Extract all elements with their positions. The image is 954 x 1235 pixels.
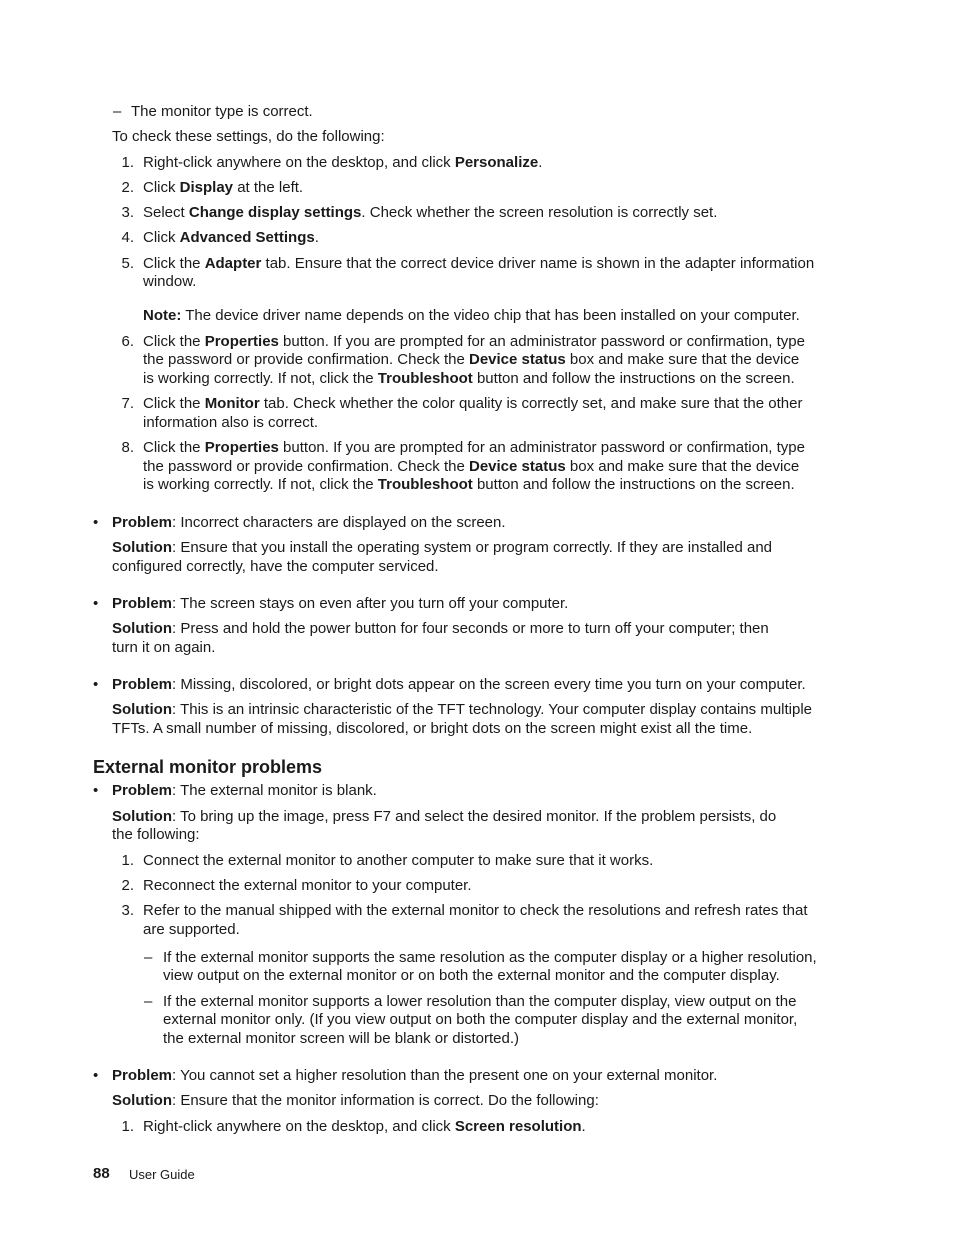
step-text: Select Change display settings. Check whether the screen resolution is correctly set.	[143, 204, 718, 221]
solution-text: Solution: Ensure that the monitor information is correct. Do the following:	[112, 1092, 599, 1109]
subdash-text-continued: view output on the external monitor or on both the external monitor and the computer display.	[163, 967, 780, 984]
step-number: 7.	[121, 395, 134, 412]
step-text: Click the Adapter tab. Ensure that the correct device driver name is shown in the adapter information	[143, 255, 815, 272]
bullet-marker: •	[93, 782, 99, 799]
step-text: Click Advanced Settings.	[143, 229, 319, 246]
bullet-marker: •	[93, 595, 99, 612]
step-text-continued: the password or provide confirmation. Check the Device status box and make sure that the device	[143, 351, 800, 368]
step-number: 1.	[121, 1118, 134, 1135]
step-text-continued: is working correctly. If not, click the Troubleshoot button and follow the instructions on the screen.	[143, 370, 795, 387]
step-number: 3.	[121, 902, 134, 919]
step-text: Click the Monitor tab. Check whether the color quality is correctly set, and make sure that the other	[143, 395, 803, 412]
solution-text-continued: the following:	[112, 826, 200, 843]
dash-item-text: The monitor type is correct.	[131, 103, 313, 120]
step-text: Right-click anywhere on the desktop, and click Personalize.	[143, 154, 543, 171]
problem-text: Problem: You cannot set a higher resolution than the present one on your external monitor.	[112, 1067, 718, 1084]
step-text: Click the Properties button. If you are prompted for an administrator password or confirmation, type	[143, 439, 805, 456]
intro-text: To check these settings, do the following:	[112, 128, 385, 145]
step-text: Right-click anywhere on the desktop, and click Screen resolution.	[143, 1118, 586, 1135]
step-text: Refer to the manual shipped with the external monitor to check the resolutions and refresh rates that	[143, 902, 808, 919]
footer-label: User Guide	[129, 1167, 195, 1182]
step-number: 8.	[121, 439, 134, 456]
step-text-continued: the password or provide confirmation. Check the Device status box and make sure that the device	[143, 458, 800, 475]
dash-marker: –	[144, 949, 153, 966]
bullet-marker: •	[93, 1067, 99, 1084]
solution-text: Solution: To bring up the image, press F7 and select the desired monitor. If the problem persists, do	[112, 808, 777, 825]
step-text-continued: window.	[143, 273, 197, 290]
bullet-marker: •	[93, 676, 99, 693]
solution-text: Solution: This is an intrinsic characteristic of the TFT technology. Your computer display contains multiple	[112, 701, 813, 718]
bullet-marker: •	[93, 514, 99, 531]
problem-text: Problem: The external monitor is blank.	[112, 782, 377, 799]
step-number: 2.	[121, 877, 134, 894]
subdash-text-continued: external monitor only. (If you view output on both the computer display and the external monitor,	[163, 1011, 798, 1028]
dash-marker: –	[113, 103, 122, 120]
solution-text-continued: turn it on again.	[112, 639, 216, 656]
section-heading: External monitor problems	[93, 757, 323, 777]
step-number: 5.	[121, 255, 134, 272]
solution-text: Solution: Press and hold the power button for four seconds or more to turn off your computer; then	[112, 620, 769, 637]
step-number: 2.	[121, 179, 134, 196]
step-text-continued: are supported.	[143, 921, 240, 938]
solution-text: Solution: Ensure that you install the operating system or program correctly. If they are installed and	[112, 539, 773, 556]
page-number: 88	[93, 1165, 110, 1182]
step-text-continued: is working correctly. If not, click the Troubleshoot button and follow the instructions on the screen.	[143, 476, 795, 493]
note: Note: The device driver name depends on the video chip that has been installed on your computer.	[143, 307, 800, 324]
step-text: Connect the external monitor to another computer to make sure that it works.	[143, 852, 654, 869]
step-text: Click the Properties button. If you are prompted for an administrator password or confirmation, type	[143, 333, 805, 350]
step-text-continued: information also is correct.	[143, 414, 319, 431]
step-number: 6.	[121, 333, 134, 350]
step-number: 1.	[121, 154, 134, 171]
subdash-text: If the external monitor supports a lower resolution than the computer display, view output on the	[163, 993, 797, 1010]
step-text: Click Display at the left.	[143, 179, 304, 196]
step-number: 4.	[121, 229, 134, 246]
problem-text: Problem: Incorrect characters are displayed on the screen.	[112, 514, 506, 531]
subdash-text-continued: the external monitor screen will be blank or distorted.)	[163, 1030, 520, 1047]
step-number: 3.	[121, 204, 134, 221]
solution-text-continued: configured correctly, have the computer serviced.	[112, 558, 439, 575]
solution-text-continued: TFTs. A small number of missing, discolored, or bright dots on the screen might exist all the time.	[112, 720, 753, 737]
step-number: 1.	[121, 852, 134, 869]
step-text: Reconnect the external monitor to your computer.	[143, 877, 472, 894]
dash-marker: –	[144, 993, 153, 1010]
problem-text: Problem: Missing, discolored, or bright dots appear on the screen every time you turn on your computer.	[112, 676, 806, 693]
problem-text: Problem: The screen stays on even after you turn off your computer.	[112, 595, 569, 612]
subdash-text: If the external monitor supports the same resolution as the computer display or a higher resolution,	[163, 949, 817, 966]
